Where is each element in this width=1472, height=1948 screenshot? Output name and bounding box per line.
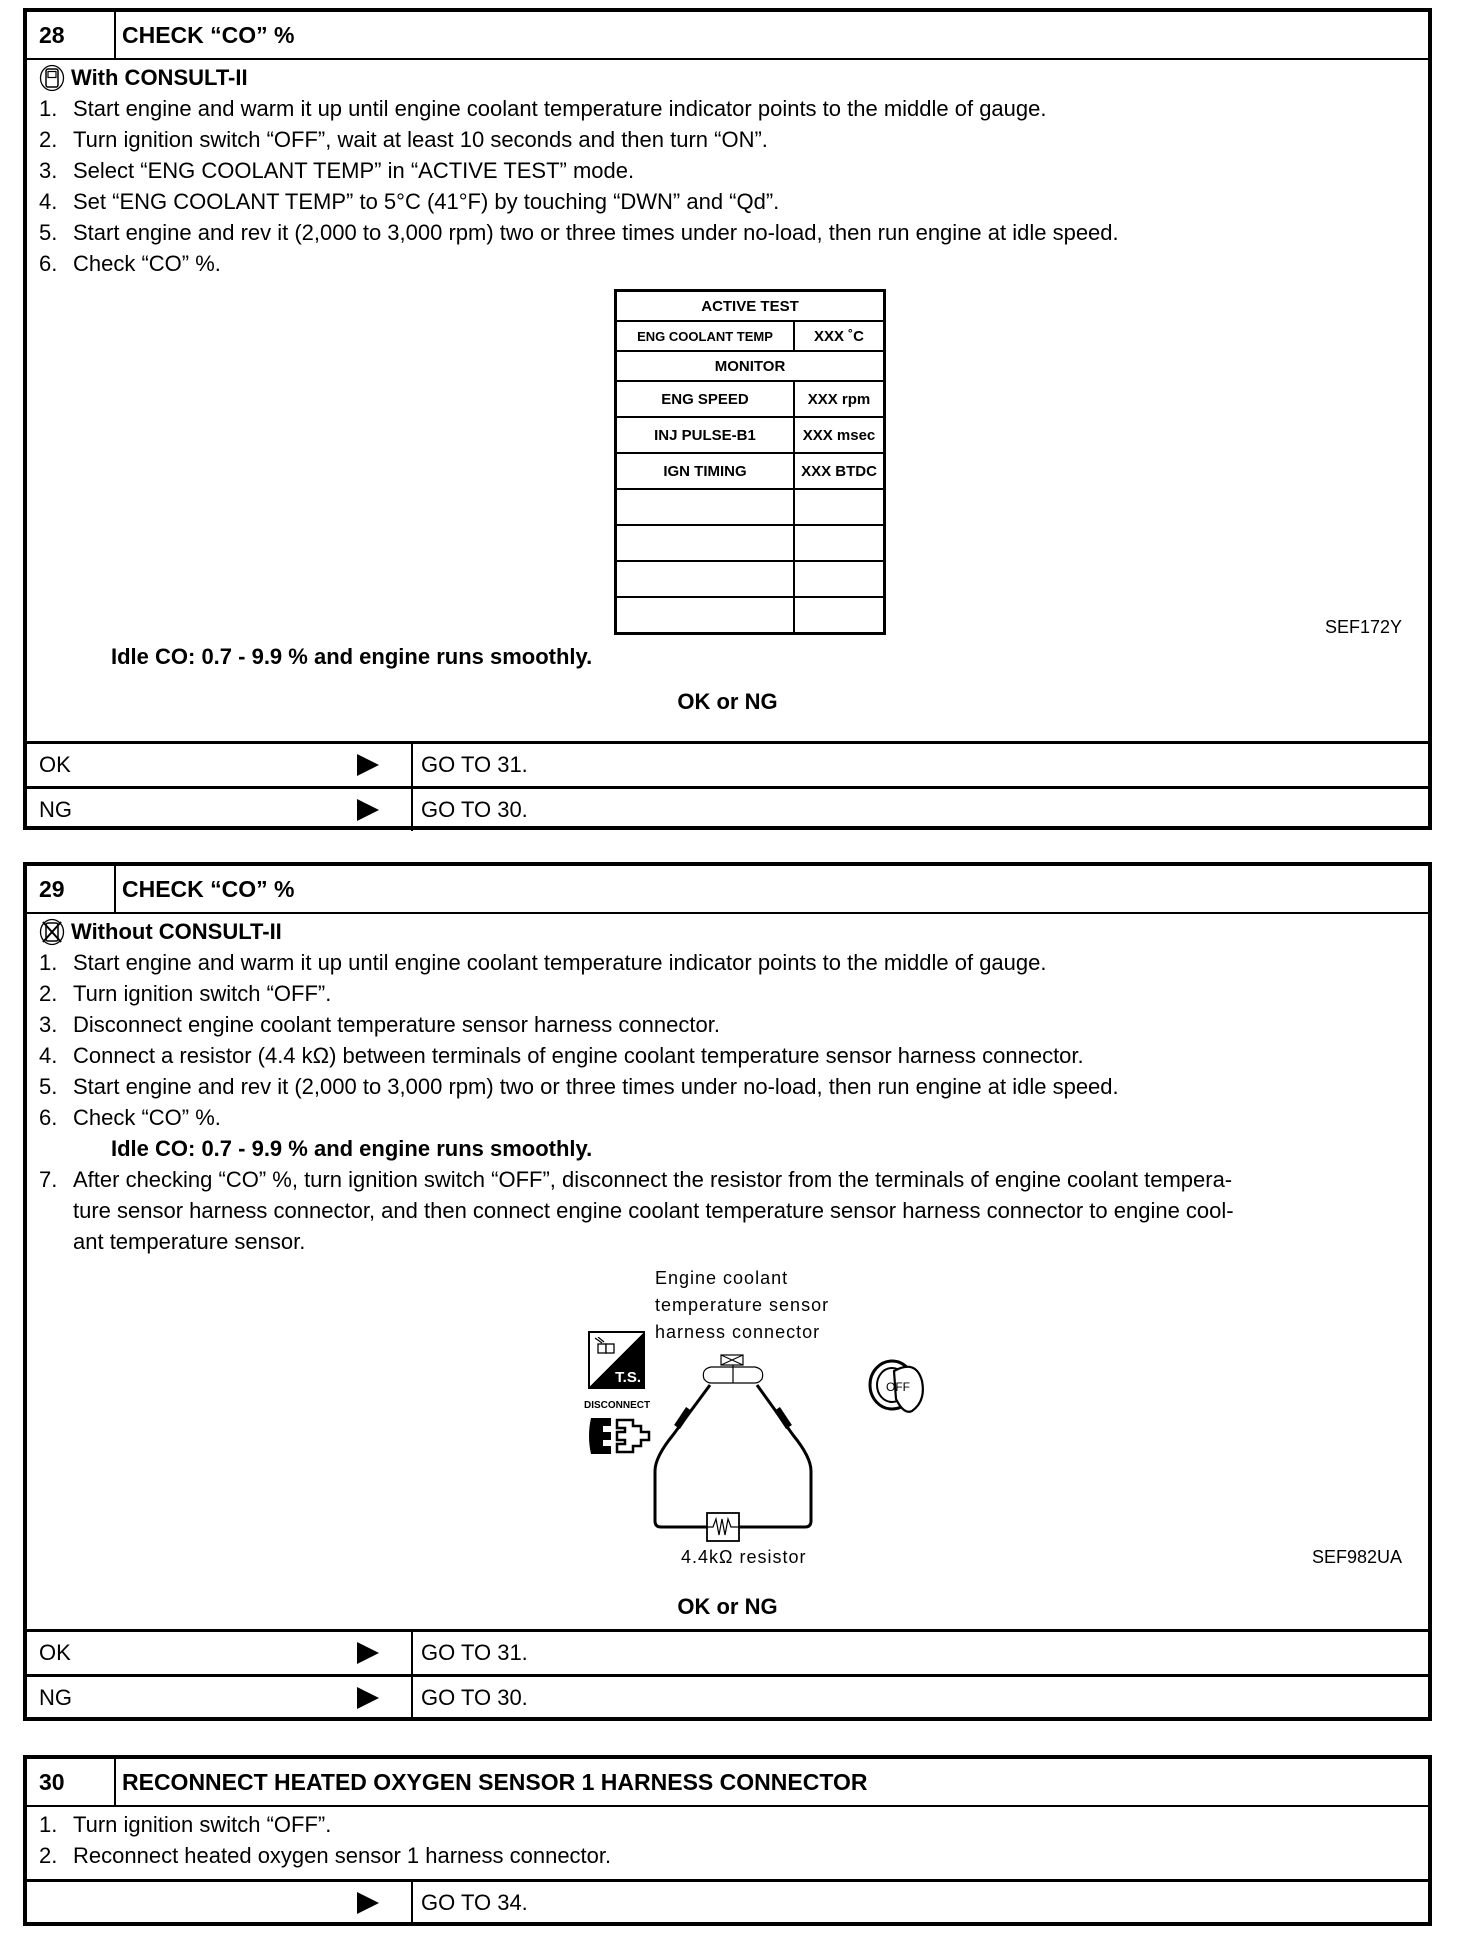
- step-index: 2.: [39, 1843, 58, 1868]
- decision-label: OK or NG: [677, 689, 778, 714]
- table-cell-label: [616, 525, 795, 561]
- step-number: 29: [27, 866, 116, 912]
- step-item: [39, 978, 1416, 1009]
- section-30: [23, 1755, 1432, 1926]
- consult-ii-icon: [39, 64, 65, 92]
- result-action[interactable]: GO TO 31.: [421, 1640, 528, 1665]
- step-text: Turn ignition switch “OFF”.: [73, 981, 332, 1006]
- step-index: 1.: [39, 1812, 58, 1837]
- section-29: [23, 862, 1432, 1721]
- step-text: Set “ENG COOLANT TEMP” to 5°C (41°F) by touching “DWN” and “Qd”.: [73, 189, 780, 214]
- step-text: Select “ENG COOLANT TEMP” in “ACTIVE TEST” mode.: [73, 158, 635, 183]
- spec-text: Idle CO: 0.7 - 9.9 % and engine runs smoothly.: [111, 644, 593, 669]
- table-cell-label: ENG COOLANT TEMP: [616, 321, 795, 351]
- ignition-off-icon: [866, 1355, 928, 1417]
- arrow-right-icon: [357, 1687, 379, 1709]
- disconnect-label: DISCONNECT: [584, 1400, 651, 1411]
- step-item: [39, 1164, 1416, 1257]
- step-item: [39, 155, 1416, 186]
- figure-area: [39, 289, 1416, 637]
- mode-heading: [39, 62, 1416, 93]
- mode-label: With CONSULT-II: [71, 65, 248, 90]
- table-cell-label: IGN TIMING: [616, 453, 795, 489]
- result-row-next[interactable]: [27, 1879, 1428, 1924]
- spec-text: Idle CO: 0.7 - 9.9 % and engine runs smoothly.: [111, 1136, 593, 1161]
- arrow-right-icon: [357, 799, 379, 821]
- table-subtitle: MONITOR: [616, 351, 885, 381]
- result-action[interactable]: GO TO 30.: [421, 1685, 528, 1710]
- section-28: [23, 8, 1432, 830]
- step-item: [39, 1040, 1416, 1071]
- table-title: ACTIVE TEST: [616, 291, 885, 322]
- step-text: Connect a resistor (4.4 kΩ) between terminals of engine coolant temperature sensor harness connector.: [73, 1043, 1084, 1068]
- result-action[interactable]: GO TO 30.: [421, 797, 528, 822]
- step-index: 4.: [39, 1043, 58, 1068]
- decision-label: OK or NG: [677, 1594, 778, 1619]
- step-text: Turn ignition switch “OFF”, wait at least 10 seconds and then turn “ON”.: [73, 127, 768, 152]
- mode-label: Without CONSULT-II: [71, 919, 282, 944]
- arrow-right-icon: [357, 1642, 379, 1664]
- figure-code: SEF172Y: [1324, 617, 1402, 637]
- active-test-table: [614, 289, 886, 635]
- step-index: 3.: [39, 158, 58, 183]
- result-row-ng[interactable]: [27, 786, 1428, 831]
- mode-heading: [39, 916, 1416, 947]
- step-item: [39, 93, 1416, 124]
- step-item: [39, 1102, 1416, 1133]
- step-text-line: After checking “CO” %, turn ignition switch “OFF”, disconnect the resistor from the terminals of engine coolant tempera-: [73, 1167, 1233, 1192]
- step-text: Turn ignition switch “OFF”.: [73, 1812, 332, 1837]
- without-consult-ii-icon: [39, 918, 65, 946]
- step-text: [73, 1164, 1416, 1257]
- table-cell-value: [794, 489, 885, 525]
- disconnect-icon: [585, 1414, 657, 1458]
- table-cell-value: XXX msec: [794, 417, 885, 453]
- step-text: Start engine and rev it (2,000 to 3,000 rpm) two or three times under no-load, then run engine at idle speed.: [73, 1074, 1119, 1099]
- step-text: Reconnect heated oxygen sensor 1 harness connector.: [73, 1843, 612, 1868]
- table-cell-value: XXX rpm: [794, 381, 885, 417]
- step-item: [39, 1840, 1416, 1871]
- step-item: [39, 248, 1416, 279]
- section-body: [27, 60, 1428, 741]
- step-text: Start engine and warm it up until engine coolant temperature indicator points to the middle of gauge.: [73, 950, 1047, 975]
- table-cell-value: [794, 561, 885, 597]
- step-text: Disconnect engine coolant temperature sensor harness connector.: [73, 1012, 720, 1037]
- step-index: 5.: [39, 220, 58, 245]
- step-index: 1.: [39, 96, 58, 121]
- step-item: [39, 124, 1416, 155]
- table-cell-label: ENG SPEED: [616, 381, 795, 417]
- table-cell-label: [616, 561, 795, 597]
- table-cell-label: [616, 597, 795, 634]
- step-number: 28: [27, 12, 116, 58]
- arrow-right-icon: [357, 1892, 379, 1914]
- result-row-ok[interactable]: [27, 1629, 1428, 1674]
- section-header: [27, 1759, 1428, 1807]
- section-body: [27, 914, 1428, 1629]
- step-title: RECONNECT HEATED OXYGEN SENSOR 1 HARNESS CONNECTOR: [122, 1769, 868, 1795]
- step-item: [39, 1071, 1416, 1102]
- section-header: [27, 12, 1428, 60]
- step-number: 30: [27, 1759, 116, 1805]
- result-label: OK: [39, 1640, 71, 1665]
- step-index: 6.: [39, 1105, 58, 1130]
- section-header: [27, 866, 1428, 914]
- resistor-label: 4.4kΩ resistor: [681, 1547, 807, 1567]
- figure-code: SEF982UA: [1311, 1547, 1402, 1567]
- step-item: [39, 947, 1416, 978]
- step-item: [39, 217, 1416, 248]
- connector-label: [655, 1265, 829, 1346]
- table-cell-value: [794, 597, 885, 634]
- label-line: temperature sensor: [655, 1295, 830, 1315]
- step-text-line: ture sensor harness connector, and then connect engine coolant temperature sensor harness connector to engine cool-: [73, 1198, 1234, 1223]
- result-row-ok[interactable]: [27, 741, 1428, 786]
- step-item: [39, 1809, 1416, 1840]
- step-index: 1.: [39, 950, 58, 975]
- ignition-off-label: OFF: [886, 1380, 910, 1394]
- step-text: Start engine and warm it up until engine coolant temperature indicator points to the middle of gauge.: [73, 96, 1047, 121]
- step-text: Check “CO” %.: [73, 251, 221, 276]
- arrow-right-icon: [357, 754, 379, 776]
- step-title: CHECK “CO” %: [122, 876, 295, 902]
- step-text-line: ant temperature sensor.: [73, 1229, 306, 1254]
- step-index: 3.: [39, 1012, 58, 1037]
- label-line: Engine coolant: [655, 1268, 789, 1288]
- table-cell-value: XXX BTDC: [794, 453, 885, 489]
- step-index: 2.: [39, 127, 58, 152]
- step-index: 6.: [39, 251, 58, 276]
- step-item: [39, 186, 1416, 217]
- ts-badge-label: T.S.: [615, 1369, 641, 1386]
- result-label: OK: [39, 752, 71, 777]
- table-cell-label: [616, 489, 795, 525]
- result-label: NG: [39, 797, 72, 822]
- step-index: 4.: [39, 189, 58, 214]
- result-row-ng[interactable]: [27, 1674, 1428, 1719]
- result-action[interactable]: GO TO 34.: [421, 1890, 528, 1915]
- step-index: 7.: [39, 1167, 58, 1192]
- step-text: Check “CO” %.: [73, 1105, 221, 1130]
- table-cell-value: [794, 525, 885, 561]
- table-cell-label: INJ PULSE-B1: [616, 417, 795, 453]
- result-action[interactable]: GO TO 31.: [421, 752, 528, 777]
- table-cell-value: XXX ˚C: [794, 321, 885, 351]
- resistor-circuit-diagram: [651, 1353, 841, 1543]
- ts-badge-icon: [588, 1331, 645, 1389]
- step-item: [39, 1009, 1416, 1040]
- figure-area: [39, 1257, 1416, 1587]
- label-line: harness connector: [655, 1322, 821, 1342]
- result-label: NG: [39, 1685, 72, 1710]
- step-index: 5.: [39, 1074, 58, 1099]
- connector-icon: [594, 1337, 616, 1355]
- step-index: 2.: [39, 981, 58, 1006]
- section-body: [27, 1807, 1428, 1879]
- step-text: Start engine and rev it (2,000 to 3,000 rpm) two or three times under no-load, then run engine at idle speed.: [73, 220, 1119, 245]
- step-title: CHECK “CO” %: [122, 22, 295, 48]
